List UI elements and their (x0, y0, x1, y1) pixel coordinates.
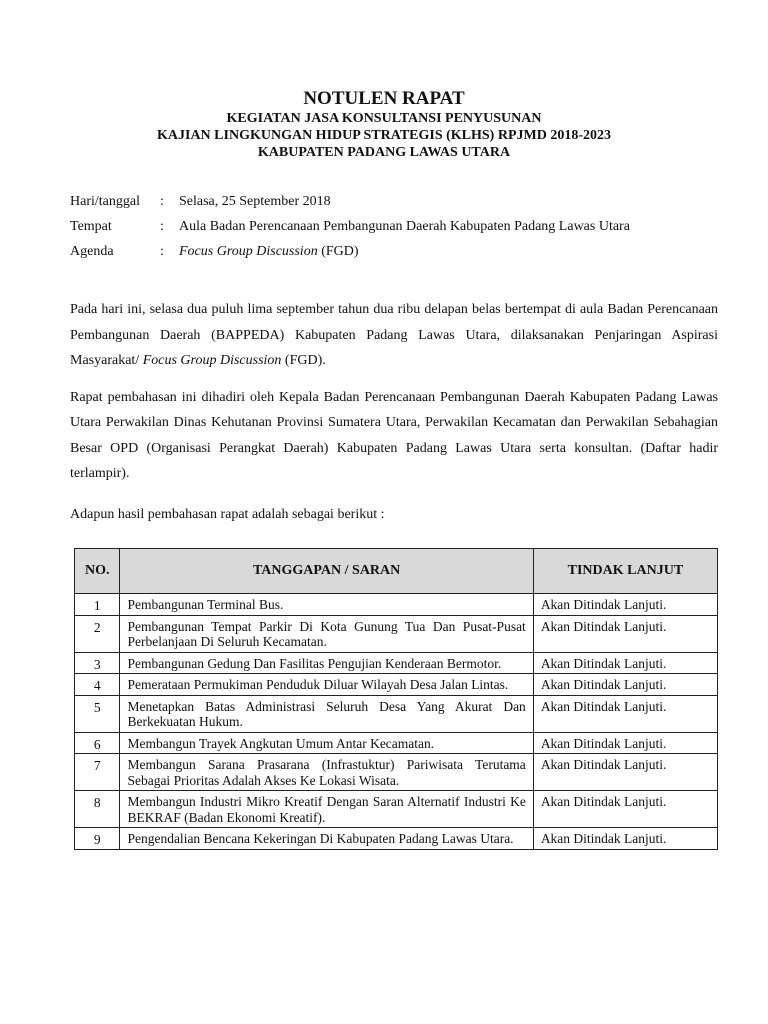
subtitle-line-1: KEGIATAN JASA KONSULTANSI PENYUSUNAN (226, 111, 542, 126)
row-no: 2 (75, 615, 120, 652)
row-saran: Pemerataan Permukiman Penduduk Diluar Wilayah Desa Jalan Lintas. (120, 674, 533, 696)
row-saran: Pengendalian Bencana Kekeringan Di Kabupaten Padang Lawas Utara. (120, 828, 533, 850)
agenda-value (179, 243, 359, 268)
document-body (70, 297, 718, 498)
subtitle-line-3: KABUPATEN PADANG LAWAS UTARA (257, 145, 511, 160)
subtitle-line-2: KAJIAN LINGKUNGAN HIDUP STRATEGIS (KLHS) RPJMD 2018-2023 (157, 128, 611, 143)
table-row (75, 695, 718, 732)
row-tindak: Akan Ditindak Lanjuti. (533, 828, 717, 850)
row-tindak: Akan Ditindak Lanjuti. (533, 791, 717, 828)
row-no: 7 (75, 754, 120, 791)
table-row (75, 652, 718, 674)
row-no: 5 (75, 695, 120, 732)
row-no: 3 (75, 652, 120, 674)
document-header (0, 88, 768, 161)
row-saran: Pembangunan Terminal Bus. (120, 594, 533, 616)
place-label: Tempat (70, 219, 112, 234)
agenda-rest: (FGD) (317, 244, 359, 259)
row-tindak: Akan Ditindak Lanjuti. (533, 695, 717, 732)
row-no: 8 (75, 791, 120, 828)
header-no: NO. (75, 549, 120, 594)
table-header-row (75, 549, 718, 594)
table-row (75, 828, 718, 850)
row-saran: Membangun Sarana Prasarana (Infrastuktur) Pariwisata Terutama Sebagai Prioritas Adalah Akses Ke Lokasi Wisata. (120, 754, 533, 791)
row-no: 6 (75, 732, 120, 754)
day-value: Selasa, 25 September 2018 (179, 194, 331, 209)
table-row (75, 615, 718, 652)
row-no: 4 (75, 674, 120, 696)
meta-row-place (70, 218, 630, 243)
paragraph-1-text-b: (FGD). (281, 353, 326, 368)
paragraph-1 (70, 297, 718, 374)
agenda-colon: : (160, 244, 164, 259)
row-saran: Pembangunan Gedung Dan Fasilitas Pengujian Kenderaan Bermotor. (120, 652, 533, 674)
row-tindak: Akan Ditindak Lanjuti. (533, 615, 717, 652)
place-value: Aula Badan Perencanaan Pembangunan Daerah Kabupaten Padang Lawas Utara (179, 219, 630, 234)
meta-row-day (70, 193, 630, 218)
place-colon: : (160, 219, 164, 234)
header-saran: TANGGAPAN / SARAN (120, 549, 533, 594)
row-saran: Pembangunan Tempat Parkir Di Kota Gunung Tua Dan Pusat-Pusat Perbelanjaan Di Seluruh Kecamatan. (120, 615, 533, 652)
table-body (75, 594, 718, 850)
paragraph-1-italic: Focus Group Discussion (142, 353, 282, 368)
meeting-info (70, 193, 630, 268)
document-title: NOTULEN RAPAT (303, 88, 465, 109)
table-row (75, 754, 718, 791)
row-no: 1 (75, 594, 120, 616)
row-saran: Membangun Trayek Angkutan Umum Antar Kecamatan. (120, 732, 533, 754)
paragraph-2: Rapat pembahasan ini dihadiri oleh Kepala Badan Perencanaan Pembangunan Daerah Kabupaten Padang Lawas Utara Perwakilan Dinas Kehutanan Provinsi Sumatera Utara, Perwakilan Kecamatan dan Perwakilan Sebahagian Besar OPD (Organisasi Perangkat Daerah) Kabupaten Padang Lawas Utara serta konsultan. (Daftar hadir terlampir). (70, 389, 718, 481)
header-tindak: TINDAK LANJUT (533, 549, 717, 594)
table-row (75, 732, 718, 754)
agenda-label: Agenda (70, 244, 114, 259)
table-row (75, 791, 718, 828)
minutes-table (74, 548, 718, 850)
results-intro: Adapun hasil pembahasan rapat adalah sebagai berikut : (70, 507, 385, 522)
row-tindak: Akan Ditindak Lanjuti. (533, 754, 717, 791)
table-row (75, 674, 718, 696)
day-label: Hari/tanggal (70, 194, 140, 209)
row-tindak: Akan Ditindak Lanjuti. (533, 732, 717, 754)
row-tindak: Akan Ditindak Lanjuti. (533, 652, 717, 674)
row-tindak: Akan Ditindak Lanjuti. (533, 674, 717, 696)
row-saran: Membangun Industri Mikro Kreatif Dengan Saran Alternatif Industri Ke BEKRAF (Badan Ekonomi Kreatif). (120, 791, 533, 828)
row-no: 9 (75, 828, 120, 850)
table-row (75, 594, 718, 616)
day-colon: : (160, 194, 164, 209)
agenda-italic: Focus Group Discussion (179, 244, 318, 259)
paragraph-1-text-a: Pada hari ini, selasa dua puluh lima september tahun dua ribu delapan belas bertempat di aula Badan Perencanaan Pembangunan Daerah (BAPPEDA) Kabupaten Padang Lawas Utara, dilaksanakan Penjaringan Aspirasi Masyarakat/ (70, 302, 718, 368)
meta-row-agenda (70, 243, 630, 268)
row-tindak: Akan Ditindak Lanjuti. (533, 594, 717, 616)
row-saran: Menetapkan Batas Administrasi Seluruh Desa Yang Akurat Dan Berkekuatan Hukum. (120, 695, 533, 732)
